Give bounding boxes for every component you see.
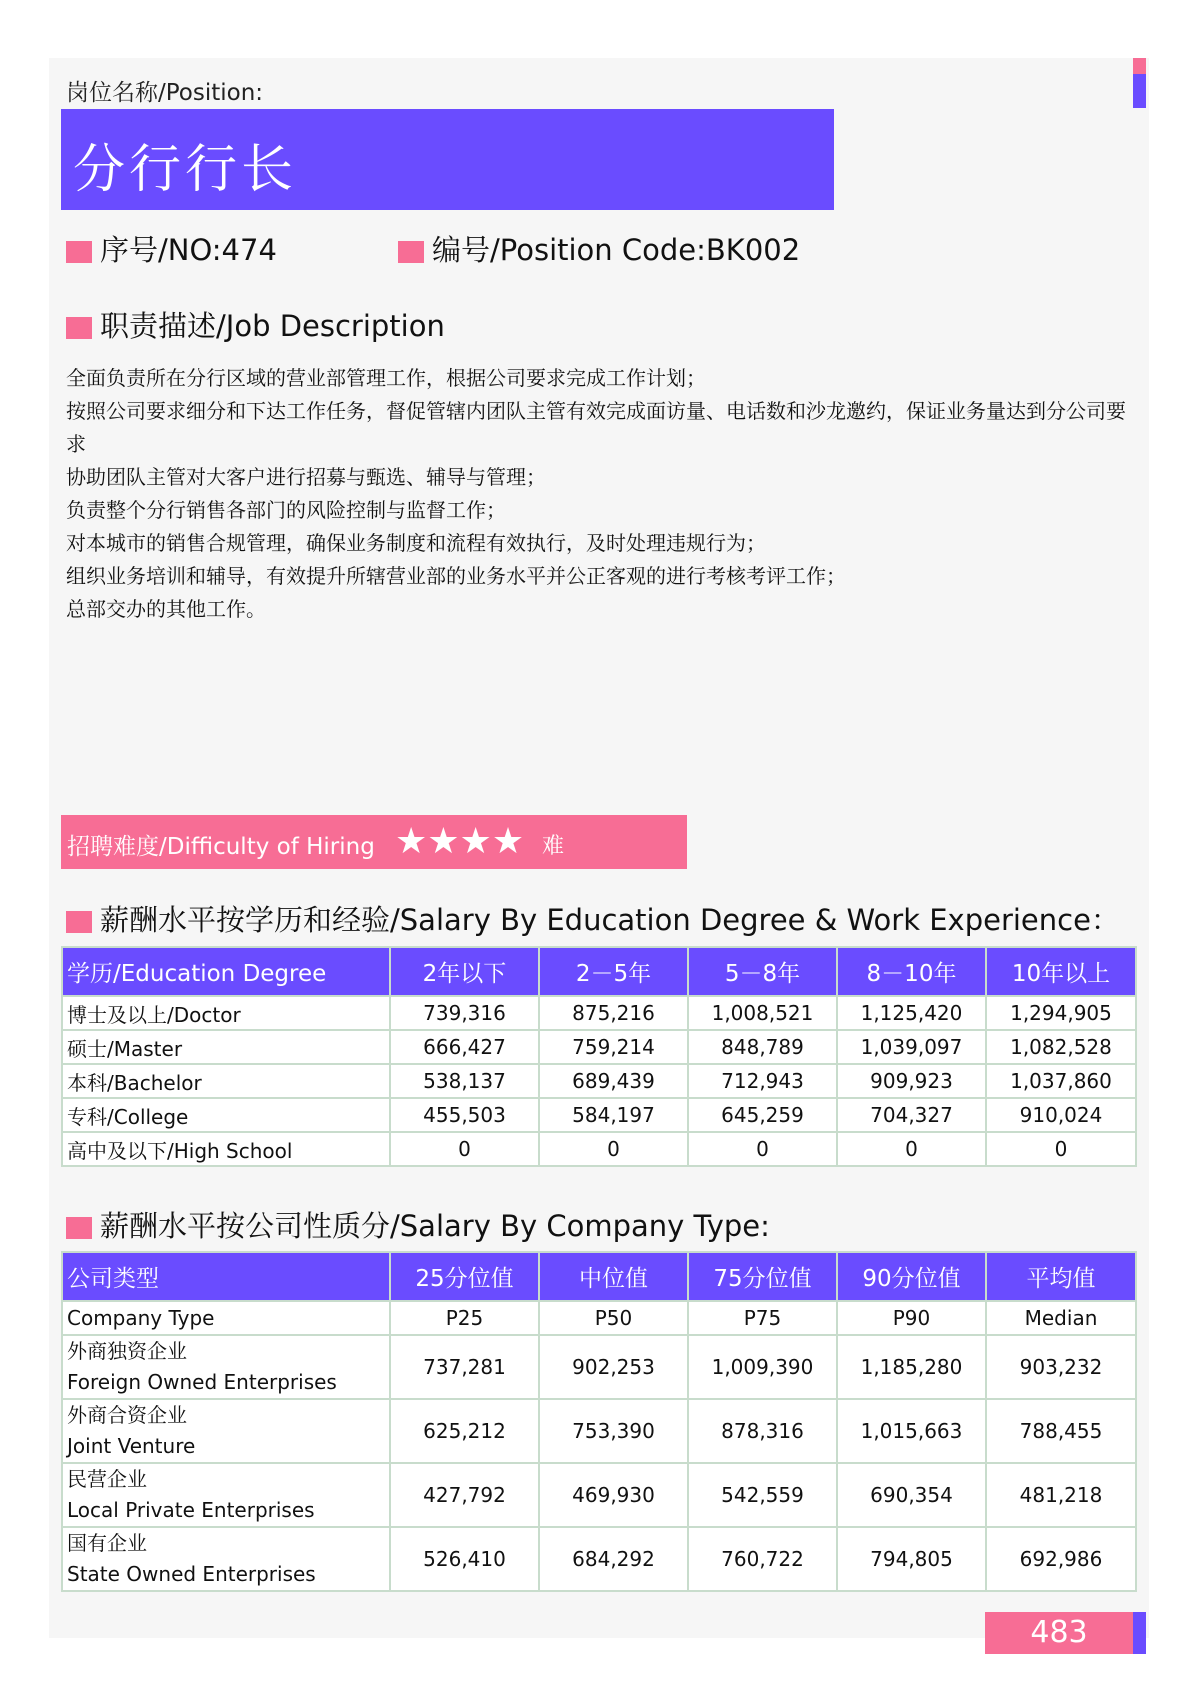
table-row bbox=[62, 1335, 1136, 1399]
description-line: 按照公司要求细分和下达工作任务，督促管辖内团队主管有效完成面访量、电话数和沙龙邀约，保证业务量达到分公司要求 bbox=[66, 399, 1126, 456]
salary-cell: 584,197 bbox=[539, 1098, 688, 1132]
company-type-cell bbox=[62, 1335, 390, 1399]
salary-cell: 1,082,528 bbox=[986, 1030, 1136, 1064]
salary-cell: 0 bbox=[390, 1132, 539, 1166]
salary-cell: 1,185,280 bbox=[837, 1335, 986, 1399]
salary-cell: 739,316 bbox=[390, 996, 539, 1030]
bullet-marker bbox=[66, 317, 92, 339]
subheader-cell: P25 bbox=[390, 1301, 539, 1335]
table-header-cell: 90分位值 bbox=[837, 1252, 986, 1301]
salary-cell: 760,722 bbox=[688, 1527, 837, 1591]
company-type-cell bbox=[62, 1463, 390, 1527]
salary-cell: 910,024 bbox=[986, 1098, 1136, 1132]
salary-cell: 427,792 bbox=[390, 1463, 539, 1527]
salary-cell: 0 bbox=[837, 1132, 986, 1166]
job-description-body bbox=[66, 362, 1136, 626]
company-salary-heading bbox=[66, 1204, 770, 1245]
bullet-marker bbox=[398, 241, 424, 263]
row-label-cell: 专科/College bbox=[62, 1098, 390, 1132]
education-salary-heading-text: 薪酬水平按学历和经验/Salary By Education Degree & Work Experience： bbox=[100, 903, 1120, 937]
table-header-cell: 75分位值 bbox=[688, 1252, 837, 1301]
salary-cell: 848,789 bbox=[688, 1030, 837, 1064]
description-line: 对本城市的销售合规管理，确保业务制度和流程有效执行，及时处理违规行为； bbox=[66, 531, 766, 555]
salary-cell: 878,316 bbox=[688, 1399, 837, 1463]
hiring-difficulty-bar bbox=[61, 815, 687, 869]
company-type-cn: 国有企业 bbox=[67, 1531, 147, 1555]
salary-cell: 902,253 bbox=[539, 1335, 688, 1399]
row-label-cell: 高中及以下/High School bbox=[62, 1132, 390, 1166]
table-row bbox=[62, 1030, 1136, 1064]
salary-cell: 690,354 bbox=[837, 1463, 986, 1527]
position-number-text: 序号/NO:474 bbox=[100, 233, 277, 267]
salary-cell: 1,125,420 bbox=[837, 996, 986, 1030]
company-type-cn: 外商独资企业 bbox=[67, 1339, 187, 1363]
company-type-en: Local Private Enterprises bbox=[67, 1498, 315, 1522]
salary-cell: 645,259 bbox=[688, 1098, 837, 1132]
table-header-cell: 2－5年 bbox=[539, 947, 688, 996]
salary-cell: 1,294,905 bbox=[986, 996, 1136, 1030]
table-row bbox=[62, 1463, 1136, 1527]
salary-cell: 689,439 bbox=[539, 1064, 688, 1098]
education-salary-table bbox=[61, 946, 1137, 1167]
salary-cell: 625,212 bbox=[390, 1399, 539, 1463]
table-header-cell: 公司类型 bbox=[62, 1252, 390, 1301]
salary-cell: 0 bbox=[688, 1132, 837, 1166]
salary-cell: 469,930 bbox=[539, 1463, 688, 1527]
table-header-cell: 25分位值 bbox=[390, 1252, 539, 1301]
salary-cell: 1,015,663 bbox=[837, 1399, 986, 1463]
table-header-cell: 5－8年 bbox=[688, 947, 837, 996]
star-rating-icon: ★★★★ bbox=[395, 821, 525, 862]
company-type-cn: 民营企业 bbox=[67, 1467, 147, 1491]
company-salary-heading-text: 薪酬水平按公司性质分/Salary By Company Type: bbox=[100, 1209, 770, 1243]
salary-cell: 1,039,097 bbox=[837, 1030, 986, 1064]
corner-accent-pink bbox=[1133, 58, 1146, 74]
table-header-cell: 2年以下 bbox=[390, 947, 539, 996]
table-row bbox=[62, 1527, 1136, 1591]
salary-cell: 903,232 bbox=[986, 1335, 1136, 1399]
table-header-cell: 平均值 bbox=[986, 1252, 1136, 1301]
salary-cell: 875,216 bbox=[539, 996, 688, 1030]
row-label-cell: 博士及以上/Doctor bbox=[62, 996, 390, 1030]
page-number-accent bbox=[1133, 1612, 1146, 1654]
position-label: 岗位名称/Position: bbox=[66, 80, 264, 106]
table-header-cell: 8－10年 bbox=[837, 947, 986, 996]
salary-cell: 526,410 bbox=[390, 1527, 539, 1591]
bullet-marker bbox=[66, 241, 92, 263]
salary-cell: 666,427 bbox=[390, 1030, 539, 1064]
salary-cell: 542,559 bbox=[688, 1463, 837, 1527]
row-label-cell: 硕士/Master bbox=[62, 1030, 390, 1064]
salary-cell: 1,037,860 bbox=[986, 1064, 1136, 1098]
salary-cell: 1,008,521 bbox=[688, 996, 837, 1030]
table-row bbox=[62, 1132, 1136, 1166]
company-type-en: Foreign Owned Enterprises bbox=[67, 1370, 337, 1394]
subheader-cell: Median bbox=[986, 1301, 1136, 1335]
table-row bbox=[62, 1098, 1136, 1132]
salary-cell: 759,214 bbox=[539, 1030, 688, 1064]
table-header-row bbox=[62, 947, 1136, 996]
page-title: 分行行长 bbox=[73, 140, 298, 200]
salary-cell: 712,943 bbox=[688, 1064, 837, 1098]
salary-cell: 794,805 bbox=[837, 1527, 986, 1591]
table-header-cell: 学历/Education Degree bbox=[62, 947, 390, 996]
subheader-cell: Company Type bbox=[62, 1301, 390, 1335]
salary-cell: 692,986 bbox=[986, 1527, 1136, 1591]
hiring-difficulty-level: 难 bbox=[542, 834, 565, 859]
position-number bbox=[66, 228, 277, 269]
corner-accent-purple bbox=[1133, 74, 1146, 108]
table-header-row bbox=[62, 1252, 1136, 1301]
table-header-cell: 中位值 bbox=[539, 1252, 688, 1301]
salary-cell: 684,292 bbox=[539, 1527, 688, 1591]
position-code-text: 编号/Position Code:BK002 bbox=[432, 233, 801, 267]
page-number: 483 bbox=[985, 1612, 1133, 1654]
company-type-en: Joint Venture bbox=[67, 1434, 196, 1458]
subheader-cell: P90 bbox=[837, 1301, 986, 1335]
subheader-cell: P75 bbox=[688, 1301, 837, 1335]
table-header-cell: 10年以上 bbox=[986, 947, 1136, 996]
salary-cell: 737,281 bbox=[390, 1335, 539, 1399]
salary-cell: 753,390 bbox=[539, 1399, 688, 1463]
subheader-cell: P50 bbox=[539, 1301, 688, 1335]
salary-cell: 1,009,390 bbox=[688, 1335, 837, 1399]
row-label-cell: 本科/Bachelor bbox=[62, 1064, 390, 1098]
company-salary-table bbox=[61, 1251, 1137, 1592]
salary-cell: 455,503 bbox=[390, 1098, 539, 1132]
description-line: 组织业务培训和辅导，有效提升所辖营业部的业务水平并公正客观的进行考核考评工作； bbox=[66, 564, 846, 588]
description-line: 全面负责所在分行区域的营业部管理工作，根据公司要求完成工作计划； bbox=[66, 366, 706, 390]
table-subheader-row bbox=[62, 1301, 1136, 1335]
description-line: 协助团队主管对大客户进行招募与甄选、辅导与管理； bbox=[66, 465, 546, 489]
salary-cell: 481,218 bbox=[986, 1463, 1136, 1527]
company-type-cn: 外商合资企业 bbox=[67, 1403, 187, 1427]
salary-cell: 538,137 bbox=[390, 1064, 539, 1098]
description-line: 负责整个分行销售各部门的风险控制与监督工作； bbox=[66, 498, 506, 522]
title-banner bbox=[61, 109, 834, 210]
education-salary-heading bbox=[66, 898, 1120, 939]
salary-cell: 788,455 bbox=[986, 1399, 1136, 1463]
company-type-cell bbox=[62, 1527, 390, 1591]
job-description-heading bbox=[66, 304, 445, 345]
position-code bbox=[398, 228, 800, 269]
salary-cell: 909,923 bbox=[837, 1064, 986, 1098]
table-row bbox=[62, 1064, 1136, 1098]
company-type-en: State Owned Enterprises bbox=[67, 1562, 316, 1586]
bullet-marker bbox=[66, 911, 92, 933]
job-description-heading-text: 职责描述/Job Description bbox=[100, 309, 445, 343]
table-row bbox=[62, 996, 1136, 1030]
bullet-marker bbox=[66, 1217, 92, 1239]
salary-cell: 0 bbox=[539, 1132, 688, 1166]
table-row bbox=[62, 1399, 1136, 1463]
salary-cell: 0 bbox=[986, 1132, 1136, 1166]
salary-cell: 704,327 bbox=[837, 1098, 986, 1132]
hiring-difficulty-label: 招聘难度/Difficulty of Hiring bbox=[67, 834, 375, 860]
company-type-cell bbox=[62, 1399, 390, 1463]
description-line: 总部交办的其他工作。 bbox=[66, 597, 266, 621]
